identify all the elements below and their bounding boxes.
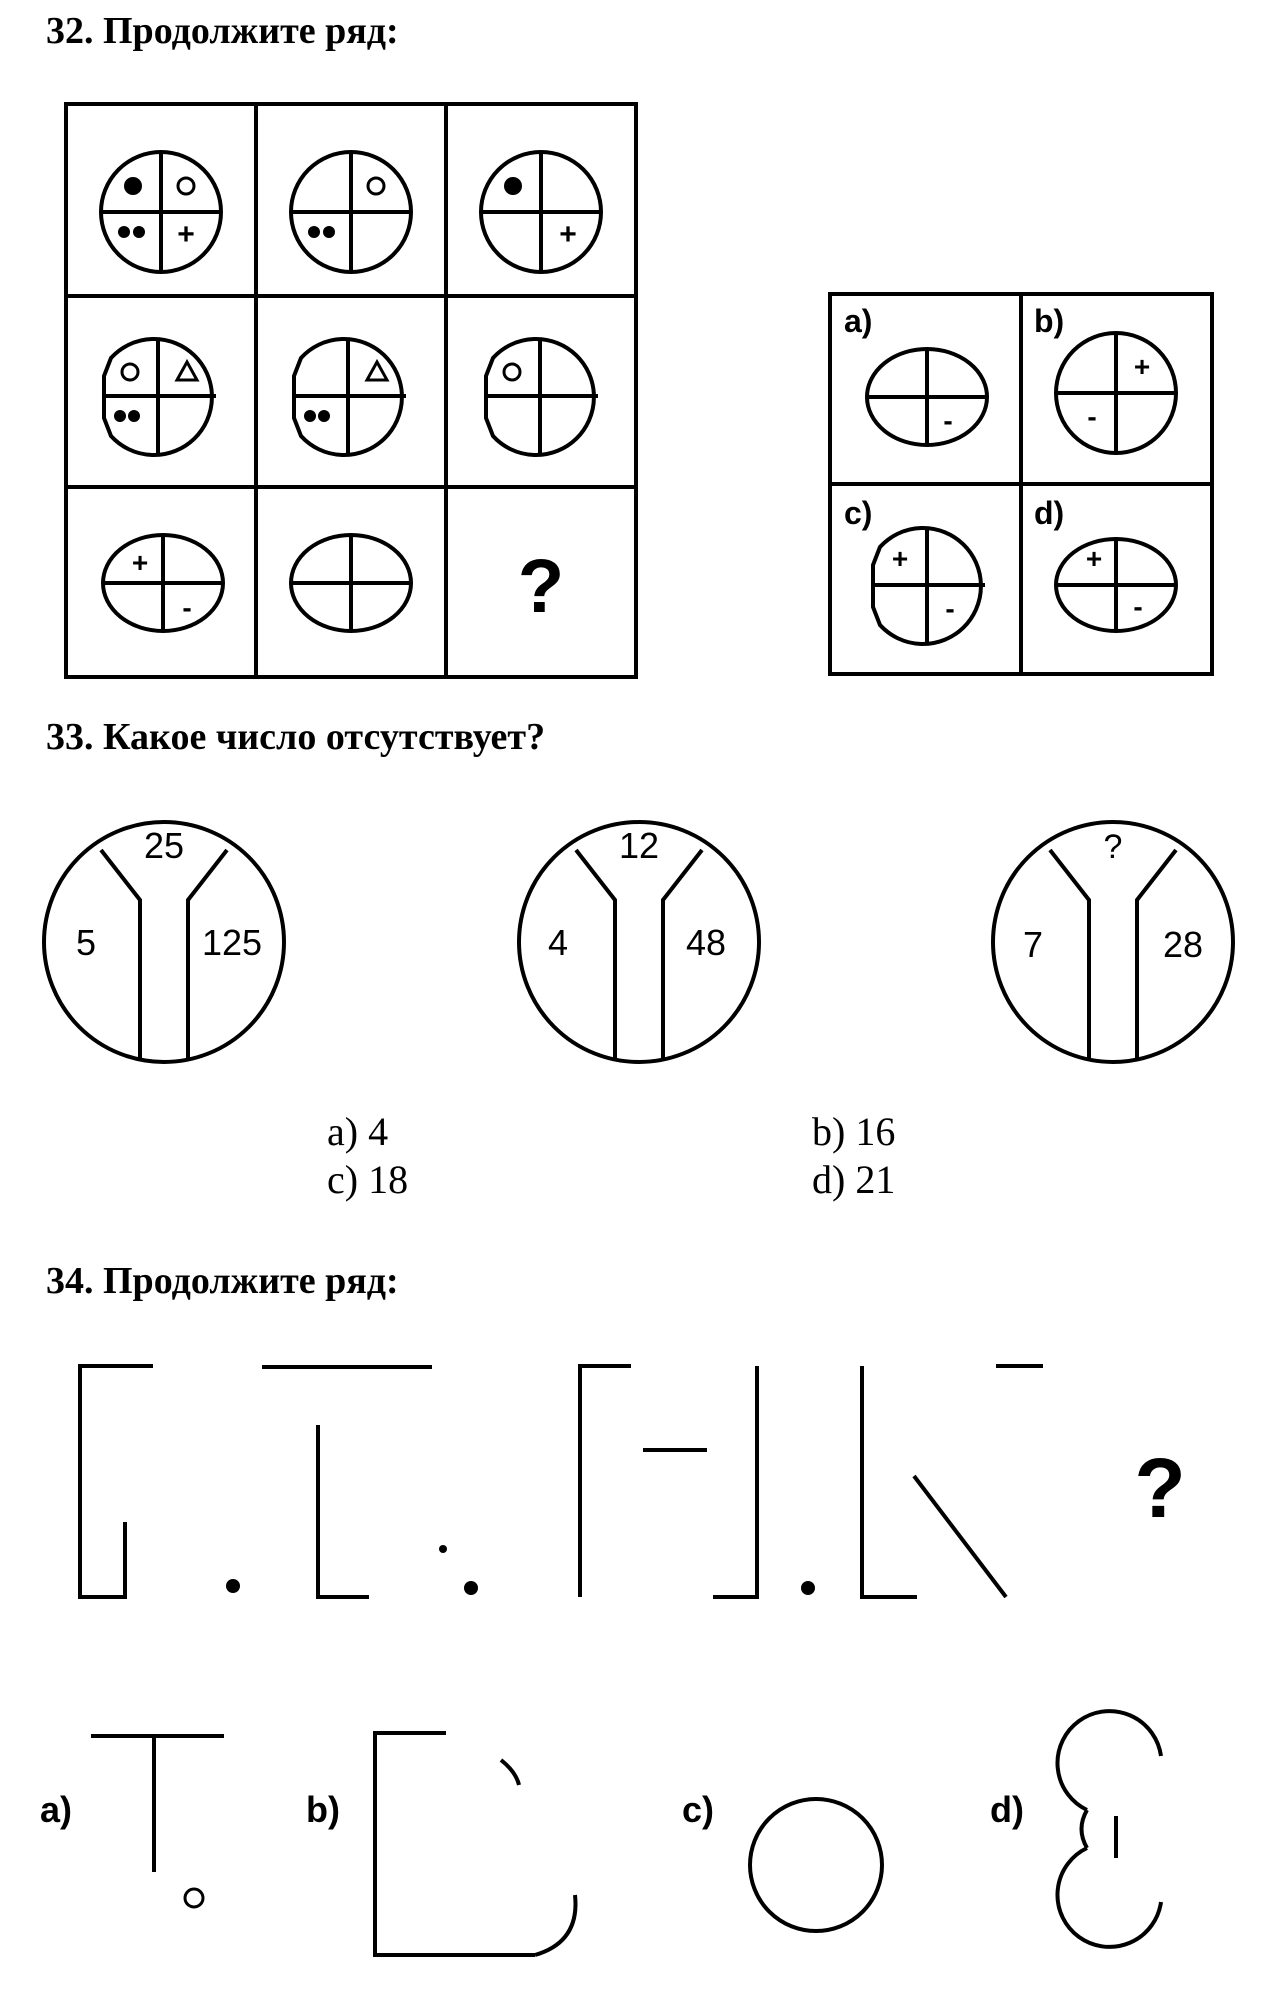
q32-cell-2-2: [294, 338, 406, 455]
minus-sign: -: [945, 593, 955, 624]
q34-option-a[interactable]: [40, 1736, 224, 1907]
plus-sign: +: [891, 543, 909, 574]
q33-title: 33. Какое число отсутствует?: [46, 716, 546, 758]
svg-text:d): d): [1034, 495, 1065, 531]
svg-text:d): d): [990, 1789, 1024, 1830]
q34-option-d[interactable]: [990, 1711, 1161, 1947]
q32-option-a[interactable]: [844, 303, 987, 445]
svg-text:25: 25: [143, 825, 185, 866]
q34-sequence: [80, 1366, 1186, 1597]
q32-cell-2-1: [104, 338, 216, 455]
hollow-circle-icon: [368, 178, 384, 194]
plus-sign: +: [559, 218, 577, 251]
svg-text:4: 4: [547, 922, 569, 963]
double-dot-icon: [308, 226, 320, 238]
plus-sign: +: [1085, 543, 1103, 574]
svg-text:b): b): [1034, 303, 1065, 339]
q32-cell-1-2: [291, 152, 411, 272]
double-dot-icon: [118, 226, 130, 238]
q32-option-b[interactable]: [1034, 303, 1176, 453]
svg-text:7: 7: [1022, 924, 1044, 965]
q32-cell-2-3: [486, 338, 598, 455]
q34-title: 34. Продолжите ряд:: [46, 1260, 399, 1302]
question-mark: ?: [517, 544, 565, 629]
q32-cell-1-1: [101, 152, 221, 272]
double-dot-icon: [114, 410, 126, 422]
hollow-circle-icon: [504, 364, 520, 380]
minus-sign: -: [943, 405, 953, 436]
svg-text:a): a): [40, 1789, 73, 1830]
q33-answer-b[interactable]: b) 16: [812, 1109, 896, 1154]
plus-sign: +: [1133, 351, 1151, 382]
q33-wheel-3: [993, 822, 1233, 1062]
q33-wheel-1: [44, 822, 284, 1062]
q32-cell-3-3: [518, 544, 564, 629]
minus-sign: -: [182, 592, 192, 623]
q34-option-b[interactable]: [306, 1733, 576, 1955]
q33-answer-d[interactable]: d) 21: [812, 1157, 896, 1202]
hollow-circle-icon: [178, 178, 194, 194]
minus-sign: -: [1133, 591, 1143, 622]
q32-option-d[interactable]: [1034, 495, 1176, 631]
svg-text:?: ?: [1103, 828, 1123, 866]
q32-cell-3-2: [291, 535, 411, 631]
svg-text:12: 12: [618, 825, 660, 866]
filled-dot-icon: [124, 177, 142, 195]
plus-sign: +: [131, 547, 149, 578]
svg-text:c): c): [682, 1789, 715, 1830]
q32-options-grid: [830, 294, 1212, 674]
q32-cell-3-1: [103, 535, 223, 631]
triangle-icon: [177, 362, 197, 380]
svg-text:48: 48: [685, 922, 727, 963]
plus-sign: +: [177, 218, 195, 251]
triangle-icon: [367, 362, 387, 380]
svg-text:c): c): [844, 495, 873, 531]
double-dot-icon: [304, 410, 316, 422]
question-mark: ?: [1134, 1441, 1186, 1535]
q33-wheel-2: [519, 822, 759, 1062]
minus-sign: -: [1087, 401, 1097, 432]
filled-dot-icon: [504, 177, 522, 195]
svg-text:a): a): [844, 303, 873, 339]
svg-text:28: 28: [1162, 924, 1204, 965]
hollow-circle-icon: [122, 364, 138, 380]
q32-cell-1-3: [481, 152, 601, 272]
svg-text:5: 5: [75, 922, 97, 963]
q32-title: 32. Продолжите ряд:: [46, 10, 399, 52]
svg-text:b): b): [306, 1789, 340, 1830]
q32-option-c[interactable]: [844, 495, 985, 644]
q33-answer-c[interactable]: c) 18: [327, 1157, 409, 1202]
svg-text:125: 125: [201, 922, 263, 963]
q34-option-c[interactable]: [682, 1789, 882, 1931]
q33-answer-a[interactable]: a) 4: [327, 1109, 389, 1154]
